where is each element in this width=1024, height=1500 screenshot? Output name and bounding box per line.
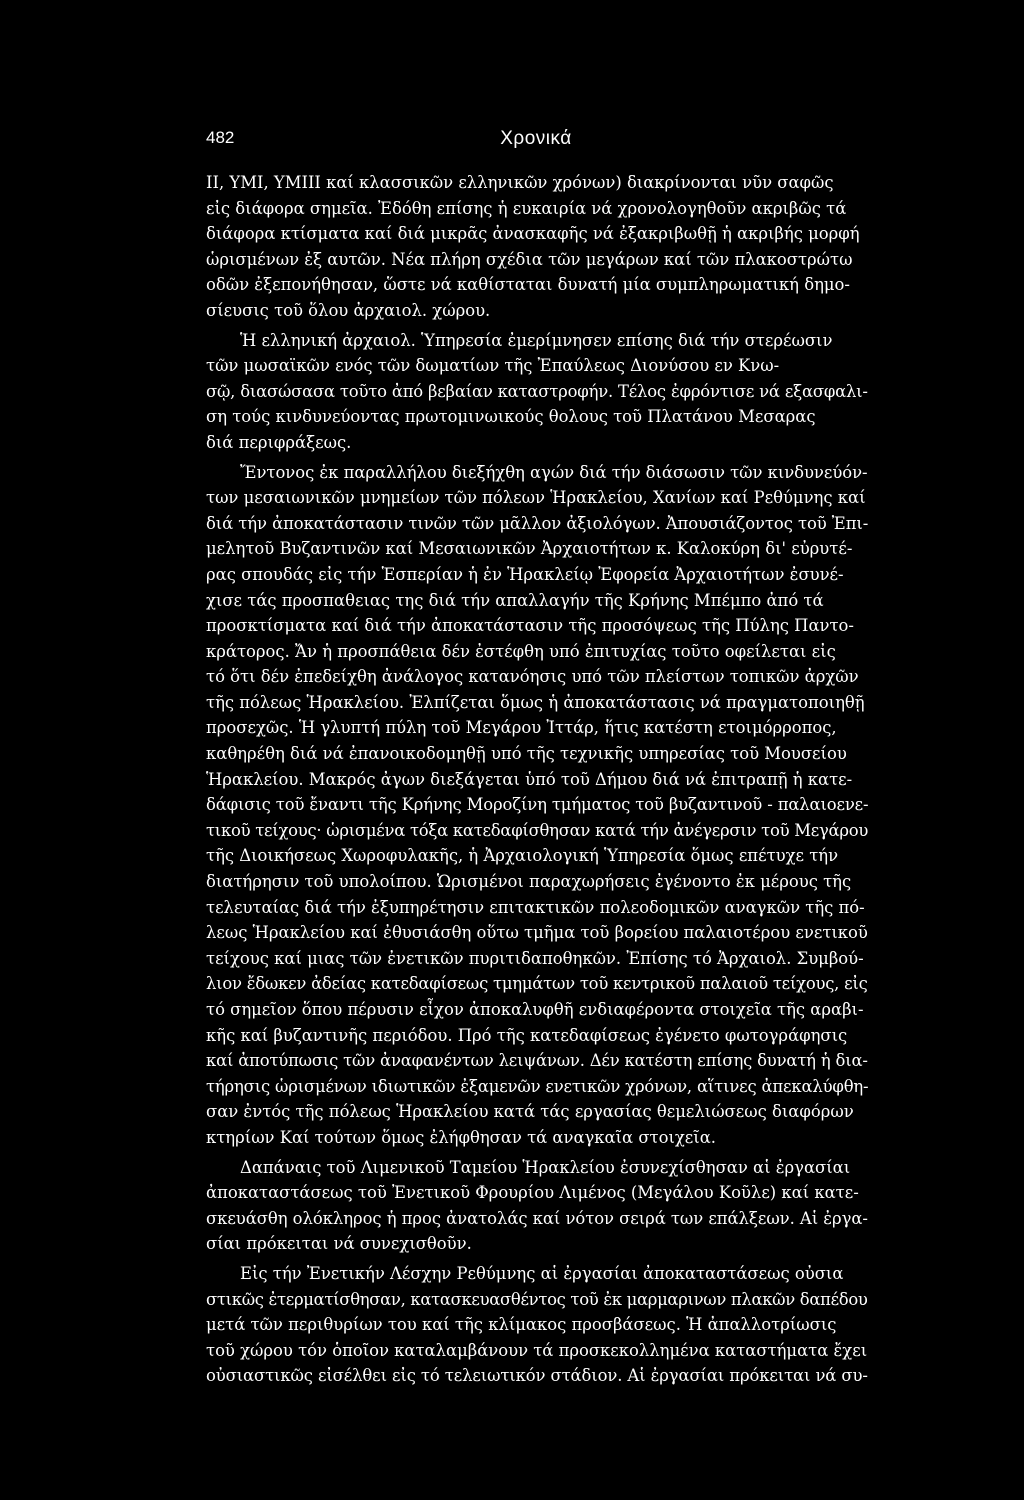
text-line: κράτορος. Ἄν ἡ προσπάθεια δέν ἐστέφθη υπό ἐπιτυχίας τοῦτο οφείλεται εἰς [206, 641, 836, 661]
text-line: χισε τάς προσπαθειας της διά τήν απαλλαγήν τῆς Κρήνης Μπέμπο ἀπό τά [206, 590, 824, 610]
text-line: Ἔντονος ἐκ παραλλήλου διεξήχθη αγών διά τήν διάσωσιν τῶν κινδυνεύόν- [240, 462, 868, 482]
text-line: διάφορα κτίσματα καί διά μικρᾶς ἀνασκαφῆς νά ἐξακριβωθῇ ἡ ακριβής μορφή [206, 224, 860, 244]
text-line: II, ΥΜΙ, ΥΜΙΙΙ καί κλασσικῶν ελληνικῶν χρόνων) διακρίνονται νῦν σαφῶς [206, 173, 834, 192]
text-line: οὐσιαστικῶς εἰσέλθει εἰς τό τελειωτικόν στάδιον. Αἱ ἐργασίαι πρόκειται νά συ- [206, 1366, 868, 1386]
text-line: δάφισις τοῦ ἔναντι τῆς Κρήνης Μοροζίνη τμήματος τοῦ βυζαντινοῦ - παλαιοενε- [206, 795, 869, 815]
text-line: τελευταίας διά τήν ἐξυπηρέτησιν επιτακτικῶν πολεοδομικῶν αναγκῶν τῆς πό- [206, 897, 865, 917]
text-line: τῆς Διοικήσεως Χωροφυλακῆς, ἡ Ἀρχαιολογική Ὑπηρεσία ὅμως επέτυχε τήν [206, 846, 839, 866]
text-line: σίαι πρόκειται νά συνεχισθοῦν. [206, 1234, 472, 1254]
text-line: λεως Ἡρακλείου καί ἐθυσιάσθη οὕτω τμῆμα τοῦ βορείου παλαιοτέρου ενετικοῦ [206, 923, 868, 943]
text-line: τό ὅτι δέν ἐπεδείχθη ἀνάλογος κατανόησις υπό τῶν πλείστων τοπικῶν ἀρχῶν [206, 667, 859, 687]
text-line: τήρησις ὡρισμένων ιδιωτικῶν ἐξαμενῶν ενετικῶν χρόνων, αἵτινες ἀπεκαλύφθη- [206, 1076, 869, 1096]
text-line: προσεχῶς. Ἡ γλυπτή πύλη τοῦ Μεγάρου Ἰττάρ, ἥτις κατέστη ετοιμόρροπος, [206, 718, 837, 738]
page-header [206, 128, 866, 156]
text-line: Εἰς τήν Ἐνετικήν Λέσχην Ρεθύμνης αἱ ἐργασίαι ἀποκαταστάσεως οὐσια [240, 1263, 844, 1283]
text-line: τό σημεῖον ὅπου πέρυσιν εἶχον ἀποκαλυφθῆ ενδιαφέροντα στοιχεῖα τῆς αραβι- [206, 1000, 864, 1019]
text-line: μετά τῶν περιθυρίων του καί τῆς κλίμακος προσβάσεως. Ἡ ἀπαλλοτρίωσις [206, 1315, 837, 1335]
text-line: σαν ἐντός τῆς πόλεως Ἡρακλείου κατά τάς εργασίας θεμελιώσεως διαφόρων [206, 1102, 854, 1122]
text-line: Ἡρακλείου. Μακρός ἀγων διεξάγεται ὑπό τοῦ Δήμου διά νά ἐπιτραπῇ ἡ κατε- [206, 769, 853, 789]
text-line: ἀποκαταστάσεως τοῦ Ἐνετικοῦ Φρουρίου Λιμένος (Μεγάλου Κοῦλε) καί κατε- [206, 1183, 859, 1203]
text-line: οδῶν ἐξεπονήθησαν, ὥστε νά καθίσταται δυνατή μία συμπληρωματική δημο- [206, 275, 850, 295]
text-line: τῆς πόλεως Ἡρακλείου. Ἐλπίζεται ὅμως ἡ ἀποκατάστασις νά πραγματοποιηθῇ [206, 692, 865, 712]
page-number: 482 [206, 128, 235, 147]
text-line: μελητοῦ Βυζαντινῶν καί Μεσαιωνικῶν Ἀρχαιοτήτων κ. Καλοκύρη δι' εὐρυτέ- [206, 539, 853, 559]
paragraph [206, 328, 868, 456]
text-line: λιον ἔδωκεν ἀδείας κατεδαφίσεως τμημάτων τοῦ κεντρικοῦ παλαιοῦ τείχους, εἰς [206, 974, 868, 994]
text-line: ὡρισμένων ἐξ αυτῶν. Νέα πλήρη σχέδια τῶν μεγάρων καί τῶν πλακοστρώτω [206, 249, 853, 269]
paragraph [206, 1155, 868, 1257]
text-line: τοῦ χώρου τόν ὁποῖον καταλαμβάνουν τά προσκεκολλημένα καταστήματα ἔχει [206, 1340, 868, 1360]
text-line: ση τούς κινδυνεύοντας πρωτομινωικούς θολους τοῦ Πλατάνου Μεσαρας [206, 407, 816, 427]
text-line: τῶν μωσαϊκῶν ενός τῶν δωματίων τῆς Ἐπαύλεως Διονύσου εν Κνω- [206, 356, 780, 376]
text-line: κῆς καί βυζαντινῆς περιόδου. Πρό τῆς κατεδαφίσεως ἐγένετο φωτογράφησις [206, 1025, 848, 1045]
running-title: Χρονικά [500, 128, 572, 149]
text-line: εἰς διάφορα σημεῖα. Ἐδόθη επίσης ἡ ευκαιρία νά χρονολογηθοῦν ακριβῶς τά [206, 198, 847, 218]
text-line: των μεσαιωνικῶν μνημείων τῶν πόλεων Ἡρακλείου, Χανίων καί Ρεθύμνης καί [206, 488, 866, 508]
text-line: ρας σπουδάς εἰς τήν Ἑσπερίαν ἡ ἐν Ἡρακλείῳ Ἐφορεία Ἀρχαιοτήτων ἐσυνέ- [206, 564, 844, 584]
text-line: σίευσις τοῦ ὅλου ἀρχαιολ. χώρου. [206, 300, 491, 320]
body-text [206, 170, 868, 1389]
text-line: διά περιφράξεως. [206, 432, 352, 452]
text-line: σκευάσθη ολόκληρος ἡ προς ἀνατολάς καί νότον σειρά των επάλξεων. Αἱ ἐργα- [206, 1208, 868, 1228]
text-line: διατήρησιν τοῦ υπολοίπου. Ὡρισμένοι παραχωρήσεις ἐγένοντο ἐκ μέρους τῆς [206, 872, 852, 892]
text-line: τικοῦ τείχους· ὡρισμένα τόξα κατεδαφίσθησαν κατά τήν ἀνέγερσιν τοῦ Μεγάρου [206, 820, 869, 840]
paragraph [206, 170, 868, 324]
text-line: καθηρέθη διά νά ἐπανοικοδομηθῇ υπό τῆς τεχνικῆς υπηρεσίας τοῦ Μουσείου [206, 744, 847, 764]
text-line: στικῶς ἐτερματίσθησαν, κατασκευασθέντος τοῦ ἐκ μαρμαρινων πλακῶν δαπέδου [206, 1289, 868, 1309]
text-line: κτηρίων Καί τούτων ὅμως ἐλήφθησαν τά αναγκαῖα στοιχεῖα. [206, 1127, 717, 1147]
text-line: διά τήν ἀποκατάστασιν τινῶν τῶν μᾶλλον ἀξιολόγων. Ἀπουσιάζοντος τοῦ Ἐπι- [206, 513, 869, 533]
text-line: καί ἀποτύπωσις τῶν ἀναφανέντων λειψάνων. Δέν κατέστη επίσης δυνατή ἡ δια- [206, 1051, 868, 1071]
text-line: Ἡ ελληνική ἀρχαιολ. Ὑπηρεσία ἐμερίμνησεν επίσης διά τήν στερέωσιν [240, 330, 833, 350]
text-line: σῷ, διασώσασα τοῦτο ἀπό βεβαίαν καταστροφήν. Τέλος ἐφρόντισε νά εξασφαλι- [206, 381, 868, 401]
paragraph [206, 460, 868, 1151]
text-line: Δαπάναις τοῦ Λιμενικοῦ Ταμείου Ἡρακλείου ἐσυνεχίσθησαν αἱ ἐργασίαι [240, 1157, 851, 1177]
text-line: τείχους καί μιας τῶν ἐνετικῶν πυριτιδαποθηκῶν. Ἐπίσης τό Ἀρχαιολ. Συμβού- [206, 948, 864, 968]
paragraph [206, 1261, 868, 1389]
text-line: προσκτίσματα καί διά τήν ἀποκατάστασιν τῆς προσόψεως τῆς Πύλης Παντο- [206, 616, 854, 636]
